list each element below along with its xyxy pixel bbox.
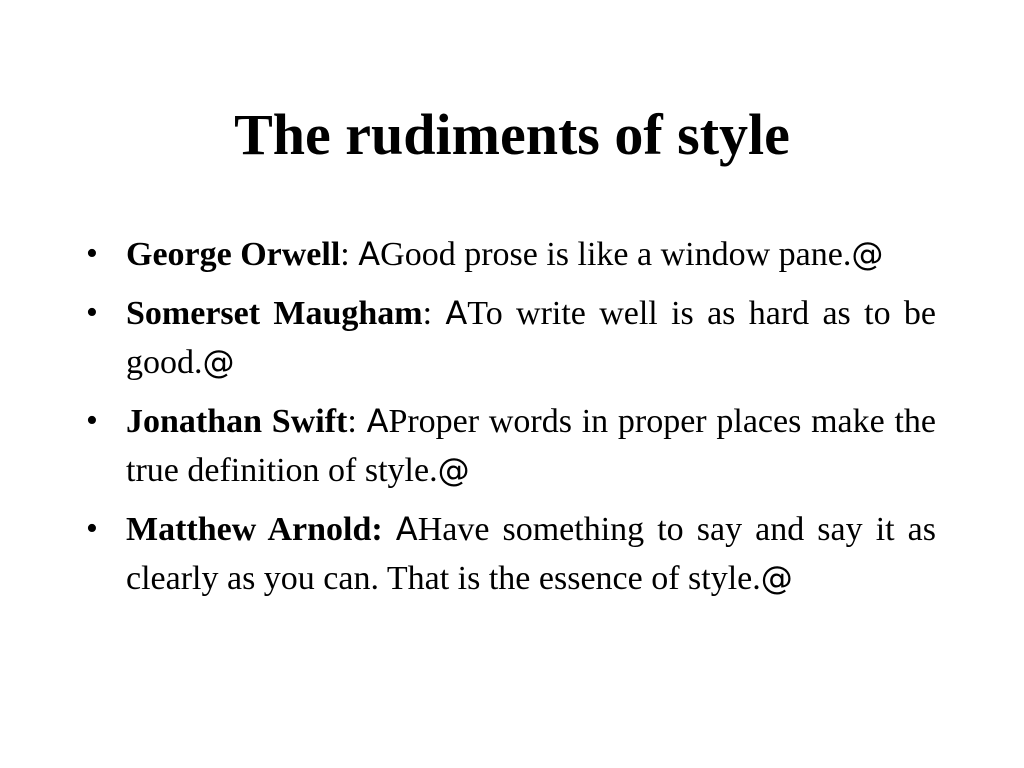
quote-text: Good prose is like a window pane.	[380, 236, 852, 273]
close-quote-glyph: @	[202, 343, 235, 381]
close-quote-glyph: @	[437, 451, 470, 489]
quote-author: George Orwell	[126, 236, 341, 273]
slide-title: The rudiments of style	[234, 102, 790, 167]
quote-item-orwell	[84, 230, 936, 279]
quote-author: Matthew Arnold:	[126, 511, 383, 548]
bullet-icon: •	[86, 510, 98, 547]
quote-item-swift	[84, 397, 936, 495]
bullet-icon: •	[86, 402, 98, 439]
quote-item-maugham	[84, 289, 936, 387]
close-quote-glyph: @	[851, 235, 884, 273]
open-quote-glyph: A	[358, 235, 381, 273]
quote-author: Jonathan Swift	[126, 403, 348, 440]
open-quote-glyph: A	[445, 294, 468, 332]
quote-text: Have something to say and say it as clearly as you can. That is the essence of style.	[126, 511, 936, 597]
quote-separator: :	[340, 236, 359, 273]
quote-separator: :	[347, 403, 367, 440]
close-quote-glyph: @	[760, 559, 793, 597]
open-quote-glyph: A	[395, 510, 418, 548]
open-quote-glyph: A	[366, 402, 389, 440]
bullet-icon: •	[86, 294, 98, 331]
bullet-icon: •	[86, 235, 98, 272]
quote-list	[84, 230, 936, 613]
quote-author: Somerset Maugham	[126, 295, 423, 332]
quote-item-arnold	[84, 505, 936, 603]
quote-separator	[383, 511, 396, 548]
quote-text: Proper words in proper places make the true definition of style.	[126, 403, 936, 489]
quote-separator: :	[422, 295, 446, 332]
quote-text: To write well is as hard as to be good.	[126, 295, 936, 381]
